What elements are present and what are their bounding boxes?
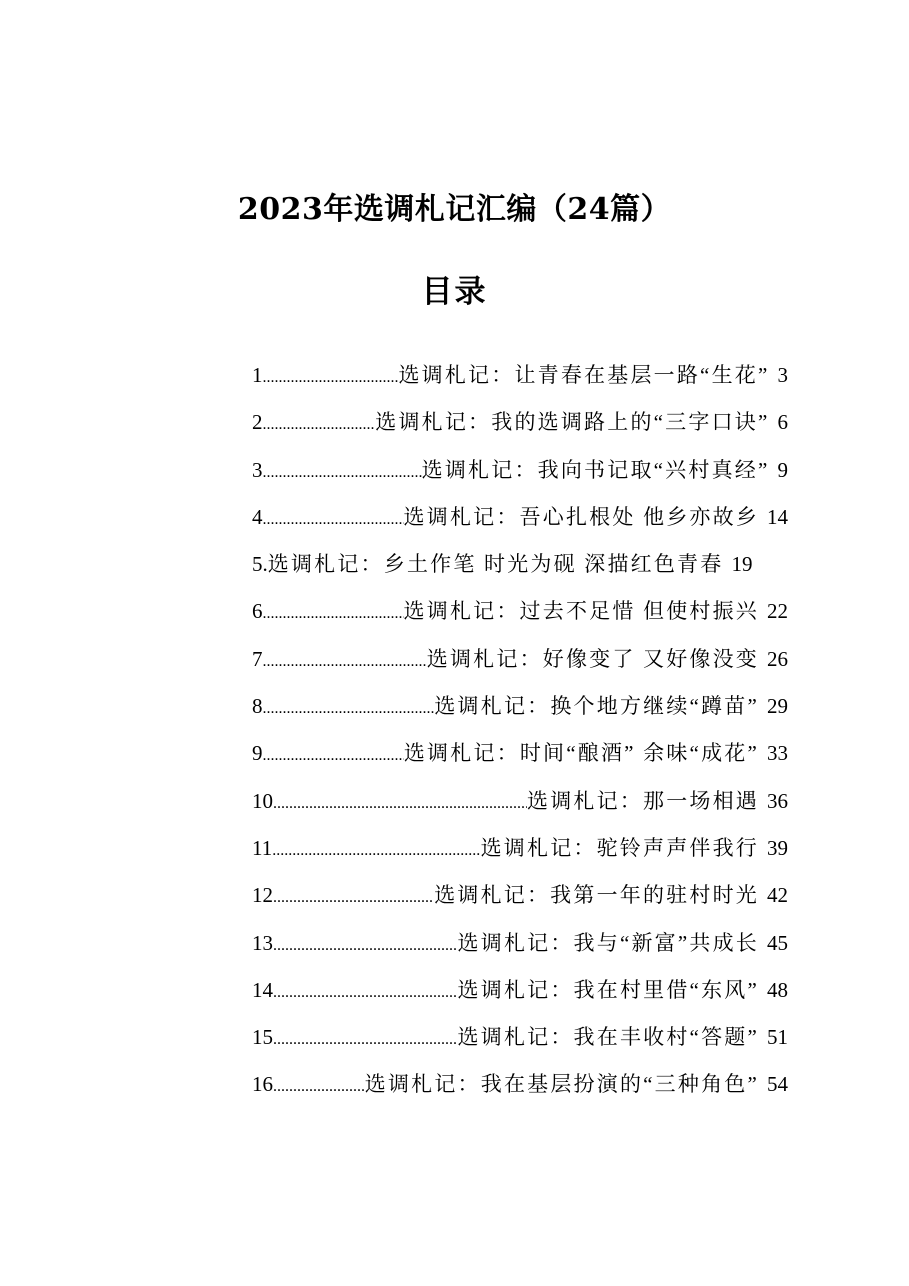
toc-entry-title: 选调札记：时间“酿酒” 余味“成花” bbox=[403, 741, 759, 766]
toc-entry[interactable] bbox=[252, 447, 788, 494]
table-of-contents bbox=[252, 352, 788, 1109]
toc-page-number: 9 bbox=[777, 457, 788, 482]
toc-entry[interactable] bbox=[252, 399, 788, 446]
toc-entry[interactable] bbox=[252, 352, 788, 399]
toc-entry-number: 16 bbox=[252, 1072, 273, 1097]
toc-entry-number: 15 bbox=[252, 1025, 273, 1050]
toc-page-number: 54 bbox=[767, 1072, 788, 1097]
document-title: 2023年选调札记汇编（24篇） bbox=[237, 192, 672, 227]
toc-page-number: 6 bbox=[777, 410, 788, 435]
toc-dot-leader bbox=[263, 449, 422, 494]
toc-page-number: 3 bbox=[777, 363, 788, 387]
toc-page-number: 48 bbox=[767, 977, 788, 1002]
toc-entry-title: 选调札记：我在丰收村“答题” bbox=[457, 1025, 759, 1050]
toc-entry[interactable] bbox=[252, 683, 788, 730]
toc-dot-leader bbox=[272, 827, 480, 872]
toc-page-number: 39 bbox=[767, 835, 788, 860]
toc-dot-leader bbox=[263, 354, 399, 399]
toc-entry-number: 9 bbox=[252, 741, 263, 766]
toc-entry-number: 3 bbox=[252, 457, 263, 482]
toc-entry-number: 6 bbox=[252, 599, 263, 624]
toc-entry[interactable] bbox=[252, 967, 788, 1014]
toc-dot-leader bbox=[273, 780, 527, 825]
toc-entry[interactable] bbox=[252, 1061, 788, 1108]
toc-entry-title: 选调札记：让青春在基层一路“生花” bbox=[398, 363, 770, 387]
toc-entry-number: 14 bbox=[252, 977, 273, 1002]
toc-entry-number: 2 bbox=[252, 410, 263, 435]
toc-page-number: 42 bbox=[767, 883, 788, 908]
toc-entry-title: 选调札记：我的选调路上的“三字口诀” bbox=[375, 410, 770, 435]
toc-dot-leader bbox=[263, 685, 435, 730]
toc-page-number: 22 bbox=[767, 599, 788, 624]
toc-entry[interactable] bbox=[252, 825, 788, 872]
toc-entry[interactable] bbox=[252, 872, 788, 919]
toc-dot-leader bbox=[273, 922, 458, 967]
toc-entry-title: 选调札记：那一场相遇 bbox=[527, 788, 759, 813]
toc-page-number: 26 bbox=[767, 646, 788, 671]
toc-entry-title: 选调札记：过去不足惜 但使村振兴 bbox=[403, 599, 759, 624]
toc-entry[interactable] bbox=[252, 494, 788, 541]
toc-page-number: 29 bbox=[767, 694, 788, 719]
toc-entry-number: 13 bbox=[252, 930, 273, 955]
toc-entry-title: 选调札记：我与“新富”共成长 bbox=[457, 930, 759, 955]
toc-entry-number: 7 bbox=[252, 646, 263, 671]
toc-entry-number: 1 bbox=[252, 363, 263, 387]
toc-dot-leader bbox=[263, 638, 427, 683]
toc-heading: 目录 bbox=[421, 274, 488, 310]
toc-page-number: 33 bbox=[767, 741, 788, 766]
toc-page-number: 14 bbox=[767, 504, 788, 529]
toc-page-number: 36 bbox=[767, 788, 788, 813]
toc-entry-title: 选调札记：驼铃声声伴我行 bbox=[480, 835, 759, 860]
toc-entry-number: 5. bbox=[252, 552, 268, 577]
toc-entry-title: 选调札记：吾心扎根处 他乡亦故乡 bbox=[403, 504, 759, 529]
toc-dot-leader bbox=[273, 874, 434, 919]
toc-entry[interactable] bbox=[252, 588, 788, 635]
toc-entry-title: 选调札记：换个地方继续“蹲苗” bbox=[434, 694, 759, 719]
toc-entry-title: 选调札记：我第一年的驻村时光 bbox=[434, 883, 759, 908]
toc-page-number: 45 bbox=[767, 930, 788, 955]
toc-entry-number: 12 bbox=[252, 883, 273, 908]
toc-entry-number: 4 bbox=[252, 504, 263, 529]
toc-entry-title: 选调札记：乡土作笔 时光为砚 深描红色青春 bbox=[267, 552, 724, 577]
toc-entry[interactable] bbox=[252, 920, 788, 967]
toc-entry[interactable] bbox=[252, 541, 788, 588]
toc-entry[interactable] bbox=[252, 636, 788, 683]
toc-dot-leader bbox=[273, 969, 458, 1014]
toc-entry-number: 10 bbox=[252, 788, 273, 813]
toc-entry-number: 8 bbox=[252, 694, 263, 719]
toc-entry-title: 选调札记：好像变了 又好像没变 bbox=[426, 646, 759, 671]
toc-dot-leader bbox=[273, 1063, 365, 1108]
toc-page-number: 19 bbox=[731, 552, 753, 577]
toc-entry-title: 选调札记：我向书记取“兴村真经” bbox=[421, 457, 770, 482]
toc-entry[interactable] bbox=[252, 730, 788, 777]
toc-entry-title: 选调札记：我在村里借“东风” bbox=[457, 977, 759, 1002]
toc-entry-number: 11 bbox=[252, 835, 273, 860]
toc-dot-leader bbox=[263, 590, 404, 635]
toc-entry-title: 选调札记：我在基层扮演的“三种角色” bbox=[364, 1072, 759, 1097]
toc-entry[interactable] bbox=[252, 1014, 788, 1061]
toc-page-number: 51 bbox=[767, 1025, 788, 1050]
toc-entry[interactable] bbox=[252, 778, 788, 825]
toc-dot-leader bbox=[273, 1016, 458, 1061]
toc-dot-leader bbox=[263, 732, 404, 777]
toc-dot-leader bbox=[263, 401, 376, 446]
toc-dot-leader bbox=[263, 496, 404, 541]
